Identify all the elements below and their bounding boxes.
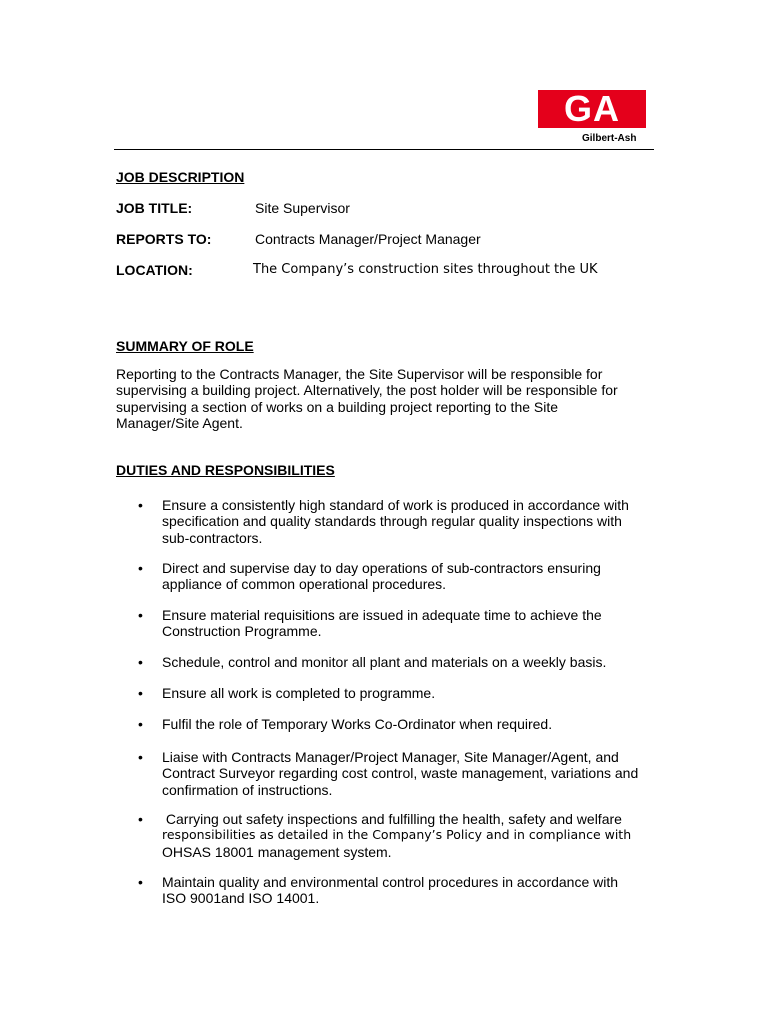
duty-line: specification and quality standards through regular quality inspections with [162,513,622,530]
summary-line: Manager/Site Agent. [116,414,243,431]
duty-line: Ensure all work is completed to programme. [162,685,436,701]
logo-caption: Gilbert-Ash [582,133,637,144]
summary-line: supervising a building project. Alternatively, the post holder will be responsible for [116,382,618,399]
duty-line: ISO 9001and ISO 14001. [162,890,320,907]
duty-text [162,749,662,798]
document-heading: JOB DESCRIPTION [116,169,245,185]
bullet-icon: • [138,654,143,670]
bullet-icon: • [138,685,143,701]
duty-line: confirmation of instructions. [162,781,333,798]
job-title-label: JOB TITLE: [116,200,193,216]
duty-text [162,560,662,593]
duties-heading: DUTIES AND RESPONSIBILITIES [116,462,335,478]
duty-text [162,607,662,640]
bullet-icon: • [138,874,143,890]
duty-line: Maintain quality and environmental control procedures in accordance with [162,874,619,890]
duty-line: appliance of common operational procedures. [162,576,447,593]
duty-text [162,874,662,907]
duty-line: Ensure material requisitions are issued in adequate time to achieve the [162,607,602,623]
summary-paragraph [116,366,636,431]
reports-to-label: REPORTS TO: [116,231,212,247]
duty-text [162,497,662,546]
duty-line: sub-contractors. [162,529,263,546]
summary-heading: SUMMARY OF ROLE [116,338,254,354]
company-logo [538,90,646,128]
bullet-icon: • [138,811,143,827]
duty-line: Contract Surveyor regarding cost control, waste management, variations and [162,765,639,782]
bullet-icon: • [138,560,143,576]
duty-text [162,685,662,701]
duty-line: Direct and supervise day to day operations of sub-contractors ensuring [162,560,601,576]
duty-line: Fulfil the role of Temporary Works Co-Ordinator when required. [162,716,553,732]
duty-text [162,811,662,860]
logo-mark: GA [564,88,620,129]
bullet-icon: • [138,749,143,765]
header-divider [114,149,654,150]
job-title-value: Site Supervisor [255,200,350,216]
summary-line: Reporting to the Contracts Manager, the Site Supervisor will be responsible for [116,366,603,382]
duty-text [162,716,662,732]
bullet-icon: • [138,607,143,623]
location-label: LOCATION: [116,262,193,278]
bullet-icon: • [138,716,143,732]
bullet-icon: • [138,497,143,513]
duty-line: Ensure a consistently high standard of work is produced in accordance with [162,497,629,513]
summary-line: supervising a section of works on a building project reporting to the Site [116,398,559,415]
location-value: The Company’s construction sites throughout the UK [253,262,598,277]
duty-line: OHSAS 18001 management system. [162,843,392,860]
duty-text [162,654,662,670]
duty-line: Liaise with Contracts Manager/Project Manager, Site Manager/Agent, and [162,749,619,765]
duty-line: responsibilities as detailed in the Company’s Policy and in compliance with [162,827,632,843]
reports-to-value: Contracts Manager/Project Manager [255,231,481,247]
duty-line: Schedule, control and monitor all plant and materials on a weekly basis. [162,654,607,670]
duty-line: Construction Programme. [162,623,322,640]
duty-line: Carrying out safety inspections and fulfilling the health, safety and welfare [162,811,622,827]
